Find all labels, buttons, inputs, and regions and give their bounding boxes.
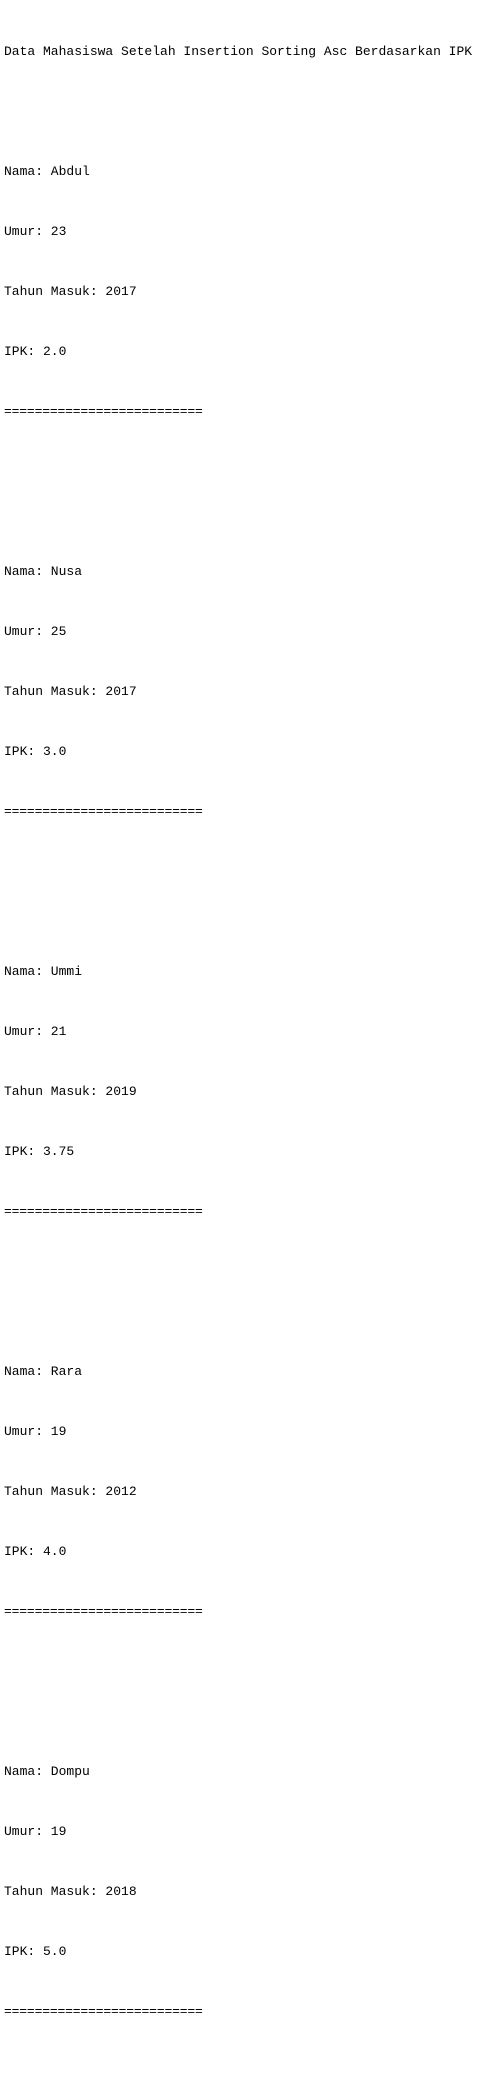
record-nama: Nama: Abdul bbox=[4, 164, 90, 179]
record-tahun-masuk: Tahun Masuk: 2012 bbox=[4, 1484, 137, 1499]
record-ipk: IPK: 4.0 bbox=[4, 1544, 67, 1559]
record-tahun-masuk: Tahun Masuk: 2018 bbox=[4, 1884, 137, 1899]
record-nama: Nama: Nusa bbox=[4, 564, 83, 579]
student-record bbox=[4, 522, 494, 862]
record-ipk: IPK: 3.0 bbox=[4, 744, 67, 759]
record-separator: ========================== bbox=[4, 2004, 203, 2019]
record-ipk: IPK: 2.0 bbox=[4, 344, 67, 359]
student-record bbox=[4, 1722, 494, 2062]
record-tahun-masuk: Tahun Masuk: 2017 bbox=[4, 284, 137, 299]
record-umur: Umur: 19 bbox=[4, 1824, 67, 1839]
record-separator: ========================== bbox=[4, 1604, 203, 1619]
record-umur: Umur: 19 bbox=[4, 1424, 67, 1439]
record-umur: Umur: 23 bbox=[4, 224, 67, 239]
output-title: Data Mahasiswa Setelah Insertion Sorting Asc Berdasarkan IPK bbox=[4, 44, 473, 59]
record-umur: Umur: 25 bbox=[4, 624, 67, 639]
record-separator: ========================== bbox=[4, 1204, 203, 1219]
record-separator: ========================== bbox=[4, 404, 203, 419]
record-ipk: IPK: 5.0 bbox=[4, 1944, 67, 1959]
console-output bbox=[4, 0, 494, 2082]
student-record bbox=[4, 1322, 494, 1662]
record-nama: Nama: Ummi bbox=[4, 964, 83, 979]
record-tahun-masuk: Tahun Masuk: 2019 bbox=[4, 1084, 137, 1099]
student-record bbox=[4, 922, 494, 1262]
record-separator: ========================== bbox=[4, 804, 203, 819]
record-nama: Nama: Rara bbox=[4, 1364, 83, 1379]
record-umur: Umur: 21 bbox=[4, 1024, 67, 1039]
student-record bbox=[4, 122, 494, 462]
record-ipk: IPK: 3.75 bbox=[4, 1144, 75, 1159]
record-nama: Nama: Dompu bbox=[4, 1764, 90, 1779]
record-tahun-masuk: Tahun Masuk: 2017 bbox=[4, 684, 137, 699]
